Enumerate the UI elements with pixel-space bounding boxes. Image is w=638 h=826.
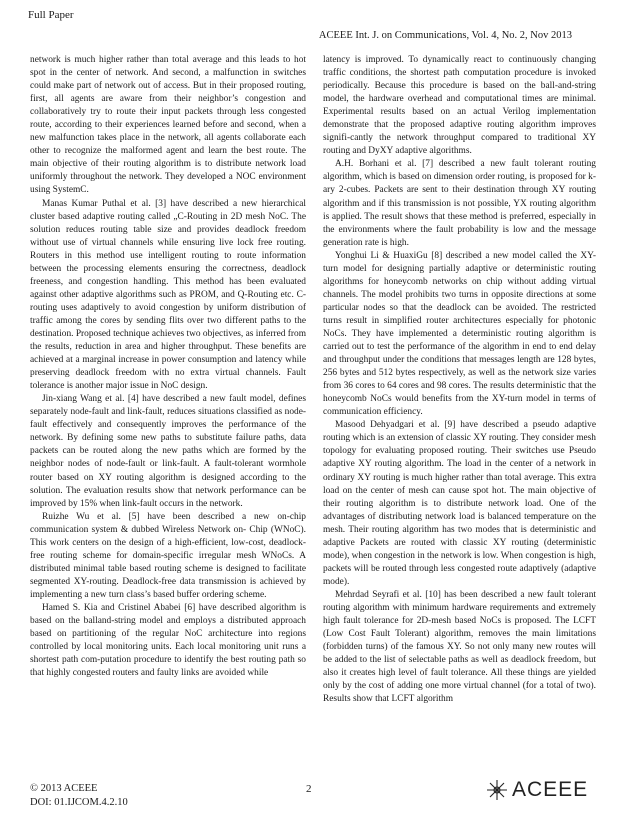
paragraph: Hamed S. Kia and Cristinel Ababei [6] have described algorithm is based on the balland-string model and employs a distributed approach based on partitioning of the regular NoC architecture into regions controlled by local monitoring units. Each local monitoring unit runs a shortest path com-putation procedure to identify the best routing path so that highly congested routers and faulty links are avoided while <box>30 602 306 679</box>
right-column <box>323 54 596 706</box>
starburst-logo-icon <box>484 777 510 803</box>
left-column <box>30 54 306 680</box>
paragraph: Yonghui Li & HuaxiGu [8] described a new model called the XY-turn model for designing partially adaptive or deterministic routing algorithms for honeycomb networks on chip without adding virtual channels. The model prohibits two turns in opposite directions at some particular nodes so that the deadlock can be avoided. The restricted turns result in simplified router architectures especially for photonic NoCs. They have implemented a deterministic routing algorithm is carried out to test the performance of the algorithm in end to end delay and throughput under the conditions that messages length are 128 bytes, 256 bytes and 512 bytes respectively, as well as the network size varies from 36 cores to 64 cores and 98 cores. The results deterministic that the honeycomb NoCs would benefits from the XY-turn model in terms of communication efficiency. <box>323 250 596 418</box>
paragraph: network is much higher rather than total average and this leads to hot spot in the center of network. And second, a malfunction in switches could make part of network out of access. But in their proposed routing, first, all agents are aware from their neighbor’s congestion and collaboratively try to route their input packets through less congested route, according to their experiences learned before and second, when a new malfunction takes place in the network, all agents collaborate each other to recognize the malformed agent and learn the best route. The main objective of their routing algorithm is to distribute network load uniformly throughout the network. They developed a NOC environment using SystemC. <box>30 55 306 196</box>
footer-copyright: © 2013 ACEEE <box>30 783 98 794</box>
logo-text: ACEEE <box>512 778 589 801</box>
paragraph: Jin-xiang Wang et al. [4] have described a new fault model, defines separately node-fault and link-fault, reduces situations classified as node-fault effectively and consequently improves the performance of the network. By defining some new paths to substitute failure paths, data packets can be routed along the new paths which are formed by the neighbor nodes of node-fault or link-fault. A fault-tolerant wormhole router based on XY routing algorithm is designed according to the solution. The evaluation results show that network performance can be improved by 15% when link-fault occurs in the network. <box>30 394 306 509</box>
paragraph: Masood Dehyadgari et al. [9] have described a pseudo adaptive routing which is an extension of classic XY routing. They consider mesh topology for evaluating proposed routing. Their switches use Pseudo adaptive XY routing algorithm. The load in the center of a network in ordinary XY routing is much higher rather than total average. This extra load on the center of mesh can cause spot hot. The main objective of their routing algorithm is to distribute network load. One of the advantages of distributing network load is balanced temperature on the mesh. Their routing algorithm has two modes that is deterministic and adaptive Packets are routed with classic XY routing (deterministic mode), when congestion in the network is low. When congestion is high, packets will be routed through less congested route adaptively (adaptive mode). <box>323 420 596 587</box>
page-number: 2 <box>306 783 312 795</box>
page-label: Full Paper <box>28 9 74 21</box>
footer-doi: DOI: 01.IJCOM.4.2.10 <box>30 797 128 808</box>
paragraph: A.H. Borhani et al. [7] described a new fault tolerant routing algorithm, which is based on dimension order routing, is proposed for k-ary 2-cubes. Packets are sent to their destination through XY routing algorithm and if this transmission is not possible, YX routing algorithm is applied. The result shows that these method is preferred, especially in the environments where the fault probability is low and the message generation rate is high. <box>323 159 596 248</box>
paragraph: Manas Kumar Puthal et al. [3] have described a new hierarchical cluster based adaptive routing called „C-Routing in 2D mesh NoC. The solution reduces routing table size and provides deadlock freedom without use of virtual channels while ensuring live lock free routing. Routers in this method use intelligent routing to route information between the processing elements ensuring the correctness, deadlock freeness, and congestion handling. This method has been evaluated against other adaptive algorithms such as PROM, and Q-Routing etc. C-routing uses adaptively to avoid congestion by uniform distribution of traffic among the cores by sending flits over two different paths to the destination. Proposed technique achieves two objectives, as inferred from the results, reduction in area and higher throughput. These benefits are achieved at a marginal increase in power consumption and latency while preserving deadlock freedom with no extra virtual channels. Fault tolerance is another major issue in NoC design. <box>30 198 306 392</box>
aceee-logo <box>484 777 588 803</box>
paragraph: Mehrdad Seyrafi et al. [10] has been described a new fault tolerant routing algorithm with minimum hardware requirements and extremely high fault tolerance for 2D-mesh based NoCs is proposed. The LCFT (Low Cost Fault Tolerant) algorithm, removes the main limitations (forbidden turns) of the famous XY. So not only many new routes will be added to the list of selectable paths as well as deadlock freedom, but also it creates high level of fault tolerance. All these things are yielded only by the cost of adding one more virtual channel (for a total of two). Results show that LCFT algorithm <box>323 589 596 705</box>
paragraph: latency is improved. To dynamically react to continuously changing traffic conditions, the shortest path computation procedure is invoked periodically. Because this procedure is based on the ball-and-string model, the hardware overhead and computational times are minimal. Experimental results based on an actual Verilog implementation demonstrate that the proposed adaptive routing algorithm improves signifi-cantly the network throughput compared to traditional XY routing and DyXY adaptive algorithms. <box>323 55 596 157</box>
paragraph: Ruizhe Wu et al. [5] have been described a new on-chip communication system & dubbed Wireless Network on- Chip (WNoC). This work centers on the design of a high-efficient, low-cost, deadlock-free routing scheme for domain-specific irregular mesh WNoCs. A distributed minimal table based routing scheme is designed to facilitate segmented XY-routing. Deadlock-free data transmission is achieved by implementing a new turn class’s based buffer ordering scheme. <box>30 511 306 600</box>
journal-reference: ACEEE Int. J. on Communications, Vol. 4, No. 2, Nov 2013 <box>318 30 572 41</box>
